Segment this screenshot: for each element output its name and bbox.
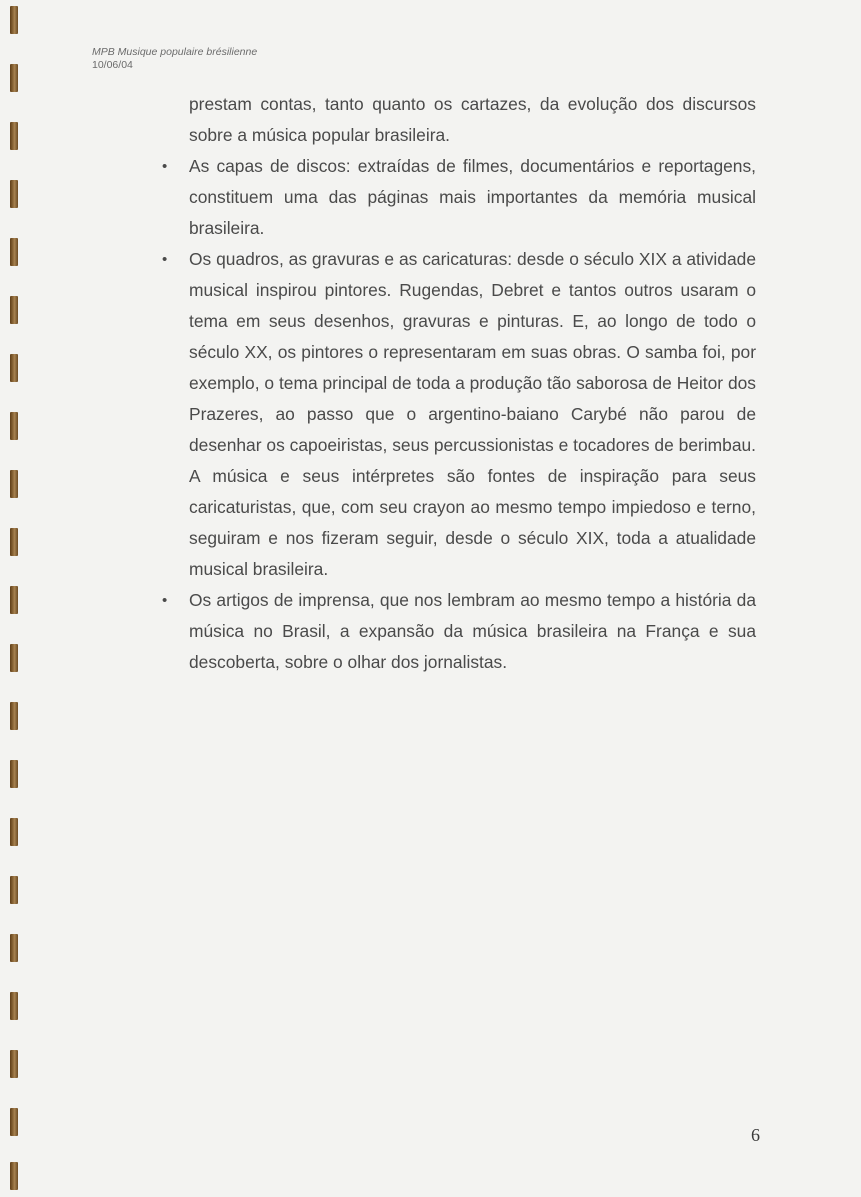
page-number: 6 — [751, 1125, 760, 1145]
list-item-text: As capas de discos: extraídas de filmes, documentários e reportagens, constituem uma das páginas mais importantes da memória musical brasileira. — [189, 156, 756, 238]
binding-hole — [10, 354, 18, 382]
binding-hole — [10, 64, 18, 92]
list-item — [162, 244, 756, 585]
binding-hole — [10, 818, 18, 846]
header-date: 10/06/04 — [92, 59, 133, 71]
binding-hole — [10, 1162, 18, 1190]
bullet-marker: • — [162, 158, 168, 175]
page-body — [162, 89, 756, 678]
running-header — [92, 46, 257, 72]
binding-hole — [10, 876, 18, 904]
binding-hole — [10, 644, 18, 672]
intro-paragraph: prestam contas, tanto quanto os cartazes, da evolução dos discursos sobre a música popular brasileira. — [189, 94, 756, 145]
binding-hole — [10, 122, 18, 150]
list-item-text: Os quadros, as gravuras e as caricaturas: desde o século XIX a atividade musical inspirou pintores. Rugendas, Debret e tantos outros usaram o tema em seus desenhos, gravuras e pinturas. E, ao longo de todo o século XX, os pintores o representaram em suas obras. O samba foi, por exemplo, o tema principal de toda a produção tão saborosa de Heitor dos Prazeres, ao passo que o argentino-baiano Carybé não parou de desenhar os capoeiristas, seus percussionistas e tocadores de berimbau. A música e seus intérpretes são fontes de inspiração para seus caricaturistas, que, com seu crayon ao mesmo tempo impiedoso e terno, seguiram e nos fizeram seguir, desde o século XIX, toda a atualidade musical brasileira. — [189, 249, 756, 579]
bullet-marker: • — [162, 592, 168, 609]
binding-hole — [10, 6, 18, 34]
spiral-binding — [0, 0, 26, 1197]
binding-hole — [10, 586, 18, 614]
header-title: MPB Musique populaire brésilienne — [92, 46, 258, 58]
list-item — [162, 585, 756, 678]
binding-hole — [10, 238, 18, 266]
binding-hole — [10, 180, 18, 208]
bullet-marker: • — [162, 251, 168, 268]
binding-hole — [10, 702, 18, 730]
binding-hole — [10, 760, 18, 788]
binding-hole — [10, 470, 18, 498]
list-item-text: Os artigos de imprensa, que nos lembram ao mesmo tempo a história da música no Brasil, a expansão da música brasileira na França e sua descoberta, sobre o olhar dos jornalistas. — [189, 590, 756, 672]
binding-hole — [10, 296, 18, 324]
binding-hole — [10, 412, 18, 440]
bullet-list — [162, 151, 756, 678]
binding-hole — [10, 934, 18, 962]
binding-hole — [10, 1050, 18, 1078]
binding-hole — [10, 528, 18, 556]
binding-hole — [10, 1108, 18, 1136]
binding-hole — [10, 992, 18, 1020]
list-item — [162, 151, 756, 244]
